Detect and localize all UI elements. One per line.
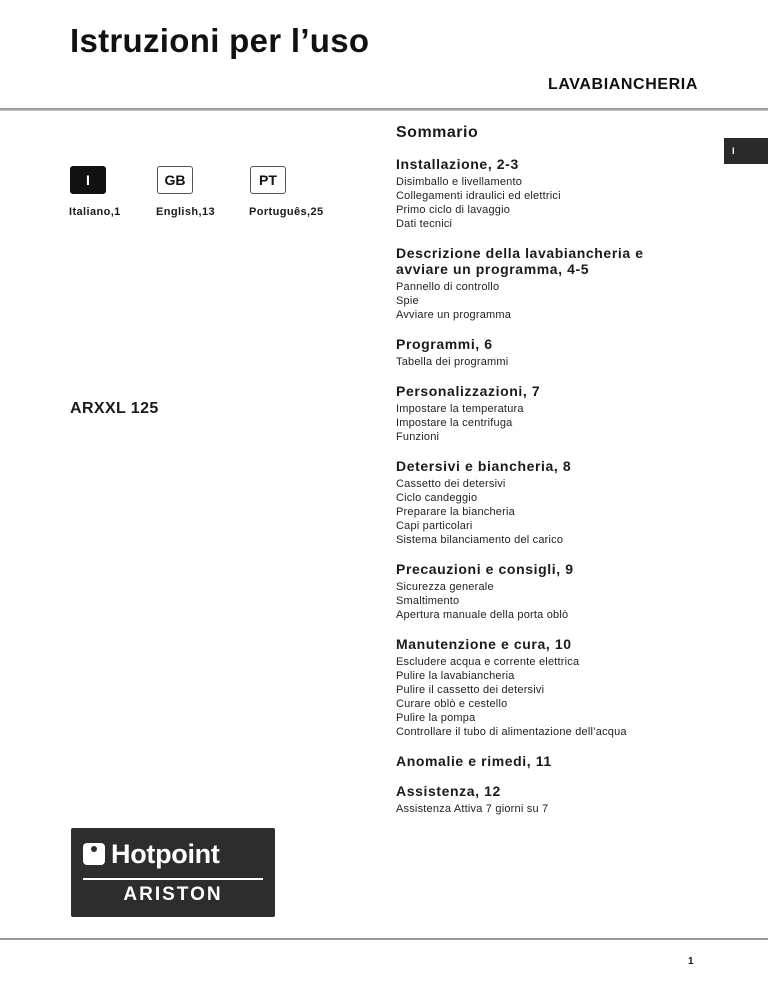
toc-item[interactable]: Ciclo candeggio <box>396 492 478 504</box>
toc-item[interactable]: Funzioni <box>396 431 440 443</box>
brand-row <box>83 840 220 868</box>
language-code-box[interactable]: PT <box>250 166 286 194</box>
toc-section <box>396 753 696 769</box>
toc-item[interactable]: Avviare un programma <box>396 309 512 321</box>
language-label: English,13 <box>156 206 216 218</box>
language-label: Português,25 <box>249 206 324 218</box>
toc-item[interactable]: Pannello di controllo <box>396 281 500 293</box>
toc-item[interactable]: Impostare la temperatura <box>396 403 524 415</box>
toc-section-heading[interactable]: Detersivi e biancheria, 8 <box>396 458 572 474</box>
logo-divider <box>83 878 263 880</box>
toc-item[interactable]: Impostare la centrifuga <box>396 417 513 429</box>
toc-section-heading[interactable]: Descrizione della lavabiancheria e avviare un programma, 4-5 <box>396 245 644 277</box>
toc-section <box>396 383 696 444</box>
toc-item[interactable]: Capi particolari <box>396 520 473 532</box>
toc-section-heading[interactable]: Precauzioni e consigli, 9 <box>396 561 574 577</box>
toc-item[interactable]: Preparare la biancheria <box>396 506 515 518</box>
toc-item[interactable]: Assistenza Attiva 7 giorni su 7 <box>396 803 549 815</box>
brand-name: Hotpoint <box>111 839 220 869</box>
toc-title: Sommario <box>396 124 479 141</box>
bottom-divider <box>0 938 768 940</box>
toc-item[interactable]: Dati tecnici <box>396 218 453 230</box>
toc-item[interactable]: Pulire la lavabiancheria <box>396 670 515 682</box>
product-type: LAVABIANCHERIA <box>547 76 698 93</box>
toc-section <box>396 458 696 547</box>
toc-item[interactable]: Spie <box>396 295 419 307</box>
toc-section-heading[interactable]: Assistenza, 12 <box>396 783 501 799</box>
language-portuguese[interactable] <box>250 166 360 218</box>
toc-section <box>396 336 696 369</box>
model-name: ARXXL 125 <box>70 400 159 417</box>
toc-section <box>396 783 696 816</box>
toc-item[interactable]: Escludere acqua e corrente elettrica <box>396 656 580 668</box>
toc-item[interactable]: Smaltimento <box>396 595 460 607</box>
toc-section-heading[interactable]: Manutenzione e cura, 10 <box>396 636 572 652</box>
toc-item[interactable]: Pulire il cassetto dei detersivi <box>396 684 545 696</box>
toc-section <box>396 245 696 322</box>
toc-sections <box>396 156 696 816</box>
toc-item[interactable]: Collegamenti idraulici ed elettrici <box>396 190 561 202</box>
toc-item[interactable]: Primo ciclo di lavaggio <box>396 204 511 216</box>
toc-item[interactable]: Pulire la pompa <box>396 712 476 724</box>
top-divider <box>0 108 768 111</box>
page-title: Istruzioni per l’uso <box>70 22 370 59</box>
toc-section-heading[interactable]: Programmi, 6 <box>396 336 493 352</box>
language-code-box[interactable]: I <box>70 166 106 194</box>
toc-item[interactable]: Curare oblò e cestello <box>396 698 508 710</box>
toc-item[interactable]: Disimballo e livellamento <box>396 176 523 188</box>
toc-section-heading[interactable]: Personalizzazioni, 7 <box>396 383 541 399</box>
language-code-box[interactable]: GB <box>157 166 193 194</box>
toc-item[interactable]: Tabella dei programmi <box>396 356 509 368</box>
toc-section <box>396 636 696 739</box>
toc-section-heading[interactable]: Installazione, 2-3 <box>396 156 519 172</box>
toc-item[interactable]: Cassetto dei detersivi <box>396 478 506 490</box>
language-tab: I <box>724 138 768 164</box>
toc-section <box>396 561 696 622</box>
toc-item[interactable]: Apertura manuale della porta oblò <box>396 609 569 621</box>
language-label: Italiano,1 <box>69 206 121 218</box>
brand-sub: ARISTON <box>123 884 223 905</box>
table-of-contents <box>396 124 696 830</box>
toc-item[interactable]: Sistema bilanciamento del carico <box>396 534 564 546</box>
page-number: 1 <box>688 956 694 967</box>
toc-section <box>396 156 696 231</box>
toc-item[interactable]: Controllare il tubo di alimentazione dell’acqua <box>396 726 627 738</box>
toc-section-heading[interactable]: Anomalie e rimedi, 11 <box>396 753 552 769</box>
toc-item[interactable]: Sicurezza generale <box>396 581 494 593</box>
brand-mark-icon <box>83 843 105 865</box>
brand-logo <box>71 828 275 917</box>
